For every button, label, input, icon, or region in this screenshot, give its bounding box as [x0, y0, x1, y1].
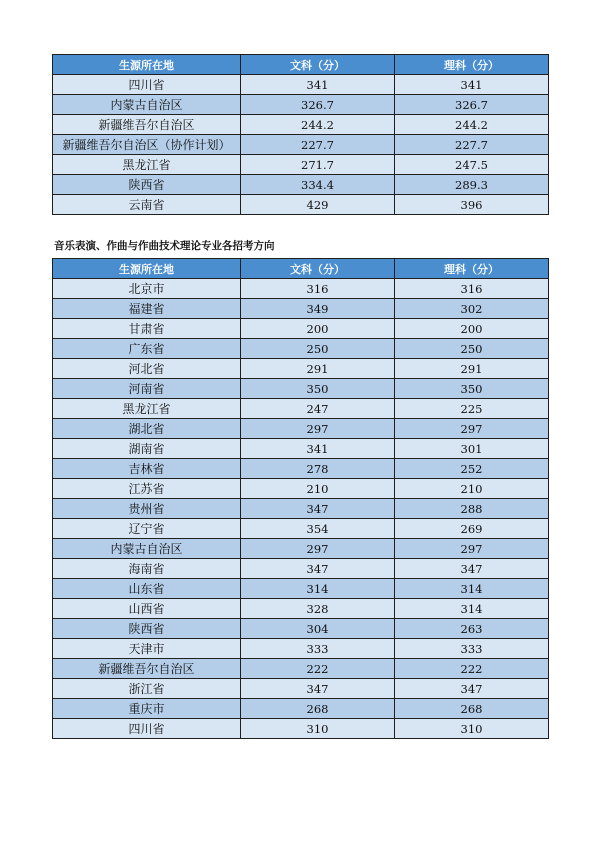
liberal-arts-score-cell: 291 [241, 359, 395, 379]
table-row [53, 599, 549, 619]
science-score-cell: 347 [395, 679, 549, 699]
origin-cell: 浙江省 [53, 679, 241, 699]
table-row [53, 559, 549, 579]
table-row [53, 719, 549, 739]
table-row [53, 519, 549, 539]
science-score-cell: 222 [395, 659, 549, 679]
liberal-arts-score-cell: 347 [241, 559, 395, 579]
header-liberal-arts: 文科（分） [241, 55, 395, 75]
table-row [53, 195, 549, 215]
score-table-1 [52, 54, 549, 215]
liberal-arts-score-cell: 210 [241, 479, 395, 499]
origin-cell: 陕西省 [53, 619, 241, 639]
origin-cell: 辽宁省 [53, 519, 241, 539]
origin-cell: 四川省 [53, 719, 241, 739]
table-row [53, 479, 549, 499]
science-score-cell: 341 [395, 75, 549, 95]
origin-cell: 山东省 [53, 579, 241, 599]
liberal-arts-score-cell: 227.7 [241, 135, 395, 155]
science-score-cell: 210 [395, 479, 549, 499]
science-score-cell: 297 [395, 419, 549, 439]
score-table-2 [52, 258, 549, 739]
table-row [53, 579, 549, 599]
table-row [53, 339, 549, 359]
table-row [53, 155, 549, 175]
table-header-row [53, 55, 549, 75]
header-science: 理科（分） [395, 259, 549, 279]
liberal-arts-score-cell: 297 [241, 419, 395, 439]
liberal-arts-score-cell: 341 [241, 439, 395, 459]
science-score-cell: 347 [395, 559, 549, 579]
liberal-arts-score-cell: 334.4 [241, 175, 395, 195]
table-row [53, 539, 549, 559]
liberal-arts-score-cell: 200 [241, 319, 395, 339]
table-row [53, 359, 549, 379]
liberal-arts-score-cell: 326.7 [241, 95, 395, 115]
liberal-arts-score-cell: 328 [241, 599, 395, 619]
liberal-arts-score-cell: 350 [241, 379, 395, 399]
liberal-arts-score-cell: 341 [241, 75, 395, 95]
science-score-cell: 350 [395, 379, 549, 399]
table-row [53, 95, 549, 115]
table-row [53, 619, 549, 639]
science-score-cell: 316 [395, 279, 549, 299]
science-score-cell: 302 [395, 299, 549, 319]
science-score-cell: 247.5 [395, 155, 549, 175]
liberal-arts-score-cell: 271.7 [241, 155, 395, 175]
table-row [53, 135, 549, 155]
origin-cell: 河南省 [53, 379, 241, 399]
liberal-arts-score-cell: 314 [241, 579, 395, 599]
origin-cell: 山西省 [53, 599, 241, 619]
science-score-cell: 250 [395, 339, 549, 359]
origin-cell: 广东省 [53, 339, 241, 359]
table-row [53, 419, 549, 439]
origin-cell: 新疆维吾尔自治区（协作计划） [53, 135, 241, 155]
origin-cell: 江苏省 [53, 479, 241, 499]
science-score-cell: 314 [395, 599, 549, 619]
origin-cell: 天津市 [53, 639, 241, 659]
liberal-arts-score-cell: 316 [241, 279, 395, 299]
table-row [53, 319, 549, 339]
science-score-cell: 268 [395, 699, 549, 719]
science-score-cell: 289.3 [395, 175, 549, 195]
origin-cell: 福建省 [53, 299, 241, 319]
header-origin: 生源所在地 [53, 259, 241, 279]
origin-cell: 黑龙江省 [53, 399, 241, 419]
science-score-cell: 200 [395, 319, 549, 339]
table-row [53, 439, 549, 459]
table-row [53, 399, 549, 419]
header-science: 理科（分） [395, 55, 549, 75]
liberal-arts-score-cell: 278 [241, 459, 395, 479]
science-score-cell: 227.7 [395, 135, 549, 155]
origin-cell: 甘肃省 [53, 319, 241, 339]
table-body [53, 75, 549, 215]
table-row [53, 279, 549, 299]
table-header-row [53, 259, 549, 279]
science-score-cell: 244.2 [395, 115, 549, 135]
liberal-arts-score-cell: 297 [241, 539, 395, 559]
liberal-arts-score-cell: 304 [241, 619, 395, 639]
origin-cell: 黑龙江省 [53, 155, 241, 175]
science-score-cell: 291 [395, 359, 549, 379]
science-score-cell: 225 [395, 399, 549, 419]
origin-cell: 重庆市 [53, 699, 241, 719]
science-score-cell: 326.7 [395, 95, 549, 115]
table-row [53, 639, 549, 659]
table-row [53, 679, 549, 699]
table-row [53, 499, 549, 519]
origin-cell: 内蒙古自治区 [53, 95, 241, 115]
table-row [53, 659, 549, 679]
origin-cell: 湖南省 [53, 439, 241, 459]
science-score-cell: 263 [395, 619, 549, 639]
origin-cell: 内蒙古自治区 [53, 539, 241, 559]
liberal-arts-score-cell: 244.2 [241, 115, 395, 135]
origin-cell: 北京市 [53, 279, 241, 299]
table-row [53, 699, 549, 719]
liberal-arts-score-cell: 347 [241, 499, 395, 519]
liberal-arts-score-cell: 333 [241, 639, 395, 659]
science-score-cell: 297 [395, 539, 549, 559]
table-row [53, 299, 549, 319]
science-score-cell: 333 [395, 639, 549, 659]
liberal-arts-score-cell: 247 [241, 399, 395, 419]
science-score-cell: 396 [395, 195, 549, 215]
table-row [53, 459, 549, 479]
science-score-cell: 310 [395, 719, 549, 739]
table-row [53, 175, 549, 195]
science-score-cell: 301 [395, 439, 549, 459]
science-score-cell: 269 [395, 519, 549, 539]
origin-cell: 贵州省 [53, 499, 241, 519]
liberal-arts-score-cell: 354 [241, 519, 395, 539]
origin-cell: 吉林省 [53, 459, 241, 479]
liberal-arts-score-cell: 310 [241, 719, 395, 739]
table-row [53, 115, 549, 135]
origin-cell: 河北省 [53, 359, 241, 379]
origin-cell: 陕西省 [53, 175, 241, 195]
header-origin: 生源所在地 [53, 55, 241, 75]
origin-cell: 海南省 [53, 559, 241, 579]
table-body [53, 279, 549, 739]
origin-cell: 四川省 [53, 75, 241, 95]
liberal-arts-score-cell: 349 [241, 299, 395, 319]
liberal-arts-score-cell: 250 [241, 339, 395, 359]
origin-cell: 湖北省 [53, 419, 241, 439]
science-score-cell: 314 [395, 579, 549, 599]
liberal-arts-score-cell: 347 [241, 679, 395, 699]
table-row [53, 379, 549, 399]
table-row [53, 75, 549, 95]
science-score-cell: 252 [395, 459, 549, 479]
liberal-arts-score-cell: 268 [241, 699, 395, 719]
science-score-cell: 288 [395, 499, 549, 519]
section-title: 音乐表演、作曲与作曲技术理论专业各招考方向 [54, 240, 275, 252]
origin-cell: 新疆维吾尔自治区 [53, 659, 241, 679]
liberal-arts-score-cell: 222 [241, 659, 395, 679]
origin-cell: 云南省 [53, 195, 241, 215]
origin-cell: 新疆维吾尔自治区 [53, 115, 241, 135]
liberal-arts-score-cell: 429 [241, 195, 395, 215]
header-liberal-arts: 文科（分） [241, 259, 395, 279]
